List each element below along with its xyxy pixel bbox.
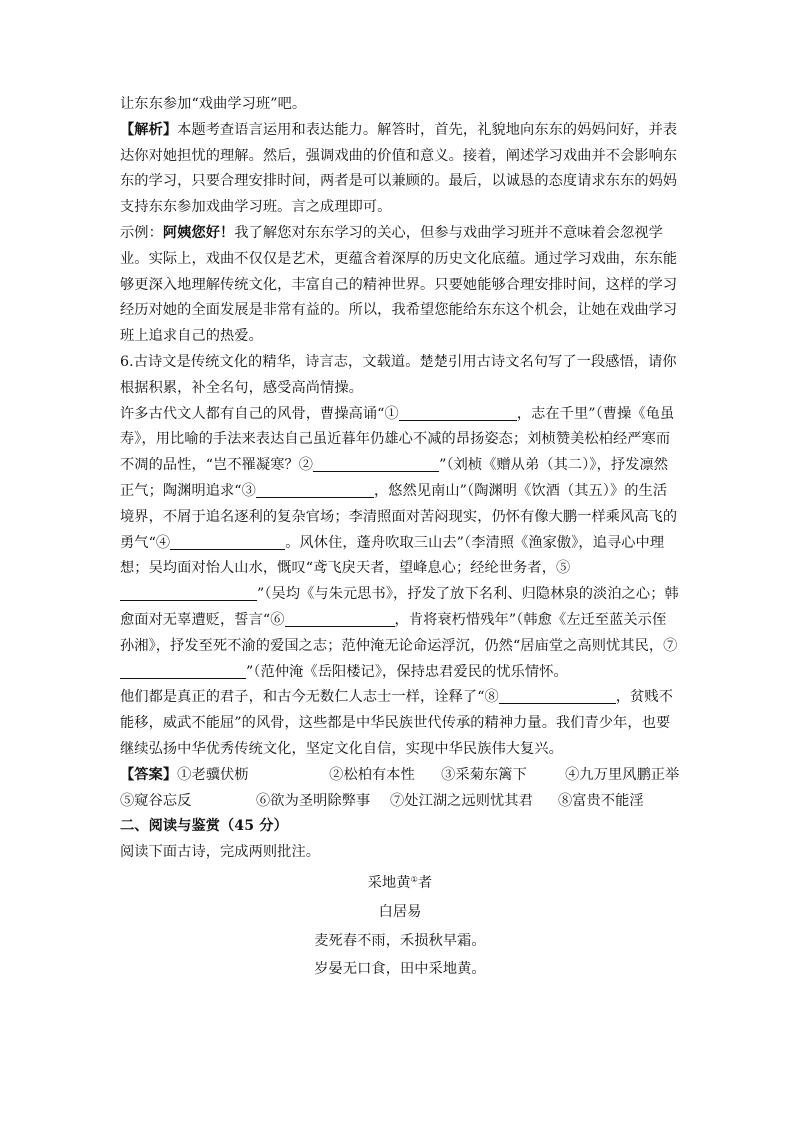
fill-blank-5[interactable]: [120, 584, 257, 601]
section-2-title: 二、阅读与鉴赏（45 分）: [120, 818, 288, 835]
fill-blank-4[interactable]: [170, 533, 285, 550]
question-6-stem: 6.古诗文是传统文化的精华，诗言志，文载道。楚楚引用古诗文名句写了一段感悟，请你根据积累，补全名句，感受高尚情操。: [120, 353, 677, 396]
passage-segment: ，肯将衰朽惜残年”（韩愈《左迁至蓝关示侄孙湘》，抒发至死不渝的爱国之志；范仲淹无论命运浮沉，仍然“居庙堂之高则忧其民，⑦: [120, 611, 678, 654]
passage-segment: ，悠然见南山”（陶渊明《饮酒（其五）》的生活境界，不屑于追名逐利的复杂官场；李清照面对苦闷现实，仍怀有像大鹏一样乘风高飞的勇气“④: [120, 482, 678, 551]
poem-title-text: 者: [417, 874, 433, 891]
answer-item: ④九万里风鹏正举: [565, 766, 680, 783]
answer-item: ①老骥伏枥: [177, 766, 249, 783]
fill-blank-2[interactable]: [313, 455, 439, 472]
passage-segment: 他们都是真正的君子，和古今无数仁人志士一样，诠释了“⑧: [120, 689, 499, 706]
answer-item: ⑥欲为圣明除弊事: [256, 792, 371, 809]
passage-segment: 。风休住，蓬舟吹取三山去”（李清照《渔家傲》，追寻心中理想；吴均面对怡人山水，慨叹“鸢飞戾天者，望峰息心；经纶世务者，⑤: [120, 534, 665, 577]
answer-row-1: [120, 763, 680, 789]
analysis-tag: 【解析】: [120, 121, 178, 138]
answer-item: ⑧富贵不能淫: [558, 792, 644, 809]
answer-item: ⑦处江湖之远则忧其君: [390, 792, 533, 809]
answer-item: ⑤窥谷忘反: [120, 792, 192, 809]
passage-segment: ”（刘桢《赠从弟（其二）》，抒发凛然正气；陶渊明追求“③: [120, 457, 669, 499]
poem-line-1: 麦死春不雨，禾损秋早霜。: [314, 932, 486, 949]
passage-segment: ”（范仲淹《岳阳楼记》，保持忠君爱民的忧乐情怀。: [246, 663, 568, 680]
poem-author: 白居易: [378, 903, 422, 920]
passage-segment: ”（吴均《与朱元思书》，抒发了放下名利、归隐林泉的淡泊之心；韩愈面对无辜遭贬，誓言“⑥: [120, 586, 679, 628]
passage-segment: ，志在千里”（曹操《龟虽寿》，用比喻的手法来表达自己虽近暮年仍雄心不减的昂扬姿态；刘桢赞美松柏经严寒而不凋的品性，“岂不罹凝寒？②: [120, 405, 675, 474]
fill-blank-3[interactable]: [256, 481, 374, 498]
question-6-conclusion: [120, 685, 680, 762]
example-prefix: 示例：: [120, 224, 163, 241]
answer-row-2: [120, 789, 680, 815]
passage-segment: ，贫贱不能移，威武不能屈”的风骨，这些都是中华民族世代传承的精神力量。我们青少年，也要继续弘扬中华优秀传统文化，坚定文化自信，实现中华民族伟大复兴。: [120, 689, 673, 757]
answer-item: ③采菊东篱下: [441, 766, 527, 783]
fill-blank-7[interactable]: [120, 662, 246, 679]
poem-title-text: 采地黄: [367, 874, 411, 891]
poem-line-2: 岁晏无口食，田中采地黄。: [314, 961, 486, 978]
fill-blank-6[interactable]: [285, 610, 395, 627]
intro-line: 让东东参加“戏曲学习班”吧。: [120, 96, 307, 112]
analysis-paragraph: [120, 118, 680, 221]
example-text: 我了解您对东东学习的关心，但参与戏曲学习班并不意味着会忽视学业。实际上，戏曲不仅仅是艺术，更蕴含着深厚的历史文化底蕴。通过学习戏曲，东东能够更深入地理解传统文化，丰富自己的精神世界。只要她能够合理安排时间，这样的学习经历对她的全面发展是非常有益的。所以，我希望您能给东东这个机会，让她在戏曲学习班上追求自己的热爱。: [120, 224, 678, 345]
passage-segment: 许多古代文人都有自己的风骨，曹操高诵“①: [120, 405, 399, 422]
poem-title: [120, 871, 680, 897]
answer-tag: 【答案】: [120, 766, 178, 783]
fill-blank-1[interactable]: [399, 404, 517, 421]
example-paragraph: [120, 221, 680, 350]
poem-footnote-marker[interactable]: ①: [410, 874, 418, 884]
question-6-passage: [120, 402, 680, 686]
analysis-text: 本题考查语言运用和表达能力。解答时，首先，礼貌地向东东的妈妈问好，并表达你对她担忧的理解。然后，强调戏曲的价值和意义。接着，阐述学习戏曲并不会影响东东的学习，只要合理安排时间，两者是可以兼顾的。最后，以诚恳的态度请求东东的妈妈支持东东参加戏曲学习班。言之成理即可。: [120, 121, 678, 216]
fill-blank-8[interactable]: [499, 687, 616, 704]
answer-item: ②松柏有本性: [329, 766, 415, 783]
document-page: [120, 92, 680, 983]
example-greeting: 阿姨您好！: [162, 224, 235, 241]
section-2-instruction: 阅读下面古诗，完成两则批注。: [120, 844, 321, 861]
